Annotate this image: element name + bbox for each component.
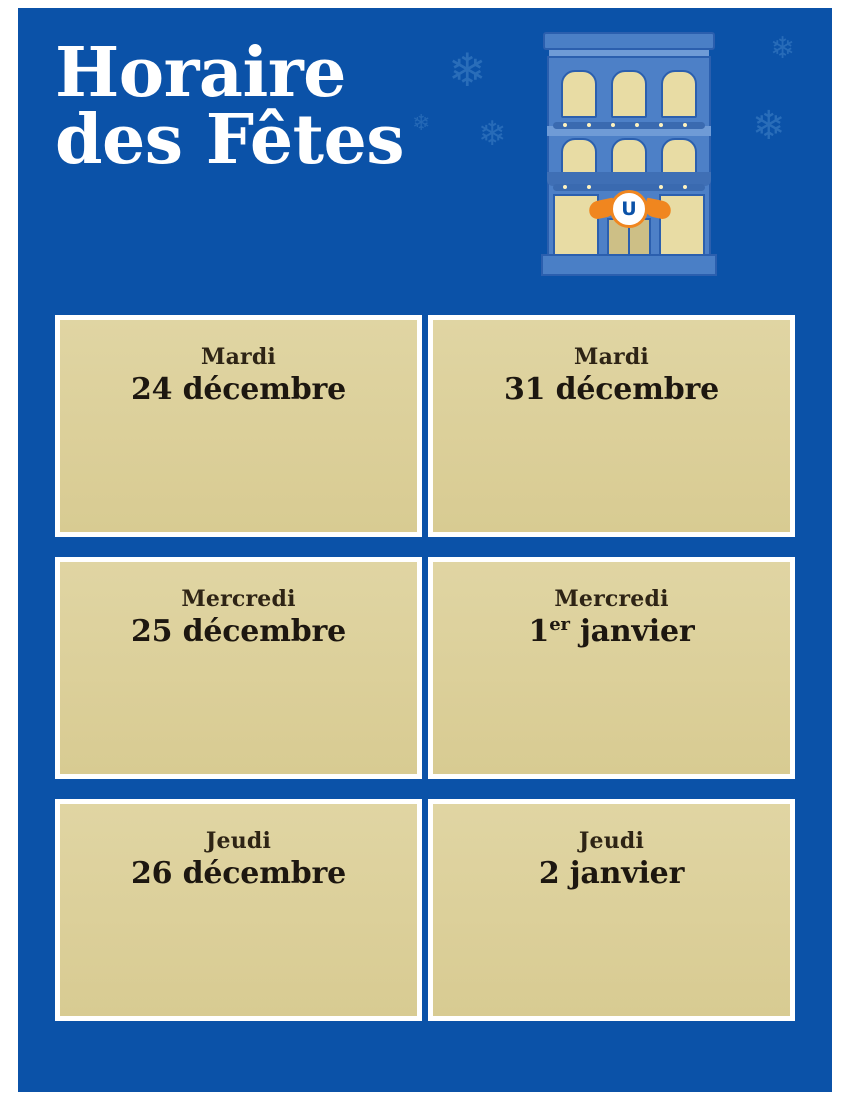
card-month: décembre [555,372,720,407]
snowflake-icon: ❄ [752,103,786,148]
garland-bulb [611,123,615,127]
schedule-card-grid [55,315,795,1021]
card-day-number: 1 [528,614,550,649]
snowflake-icon: ❄ [478,116,507,153]
poster-header [55,33,525,181]
card-weekday: Jeudi [578,828,645,854]
card-weekday: Mardi [201,344,276,370]
garland-bulb [683,185,687,189]
snowflake-icon: ❄ [770,32,796,65]
title-line-2: des Fêtes [55,100,405,181]
schedule-card [55,315,422,537]
card-date [433,856,790,891]
card-weekday: Mercredi [554,586,669,612]
garland-bulb [563,123,567,127]
card-weekday: Mercredi [181,586,296,612]
card-month: janvier [569,856,685,891]
card-day-number: 26 [130,856,173,891]
card-date [60,372,417,407]
card-weekday: Mardi [574,344,649,370]
garland-bulb [659,123,663,127]
card-month: janvier [580,614,695,649]
page-title [55,33,525,181]
title-line-1: Horaire [55,33,346,113]
card-date [433,614,790,649]
garland-bulb [587,123,591,127]
card-month: décembre [182,614,347,649]
card-day-number: 2 [538,856,560,891]
snowflake-icon: ❄ [412,110,431,135]
garland-bulb [587,185,591,189]
store-base [541,254,717,276]
storefront-illustration [537,22,722,287]
card-month: décembre [182,372,347,407]
store-window [611,70,647,118]
card-day-number: 25 [130,614,173,649]
card-day-suffix: er [549,614,570,635]
store-window [561,70,597,118]
card-day-number: 31 [503,372,546,407]
card-day-number: 24 [130,372,173,407]
garland-bulb [659,185,663,189]
card-weekday: Jeudi [205,828,272,854]
card-date [60,614,417,649]
brand-logo-letter: U [621,198,637,220]
brand-logo [610,190,648,228]
schedule-card [428,315,795,537]
schedule-card [55,557,422,779]
schedule-card [428,799,795,1021]
card-date [433,372,790,407]
store-roof [543,32,715,50]
card-month: décembre [182,856,347,891]
garland-bulb [635,123,639,127]
garland-bulb [563,185,567,189]
schedule-card [55,799,422,1021]
schedule-card [428,557,795,779]
card-date [60,856,417,891]
snowflake-icon: ❄ [448,45,487,96]
store-window [661,70,697,118]
garland-bulb [683,123,687,127]
